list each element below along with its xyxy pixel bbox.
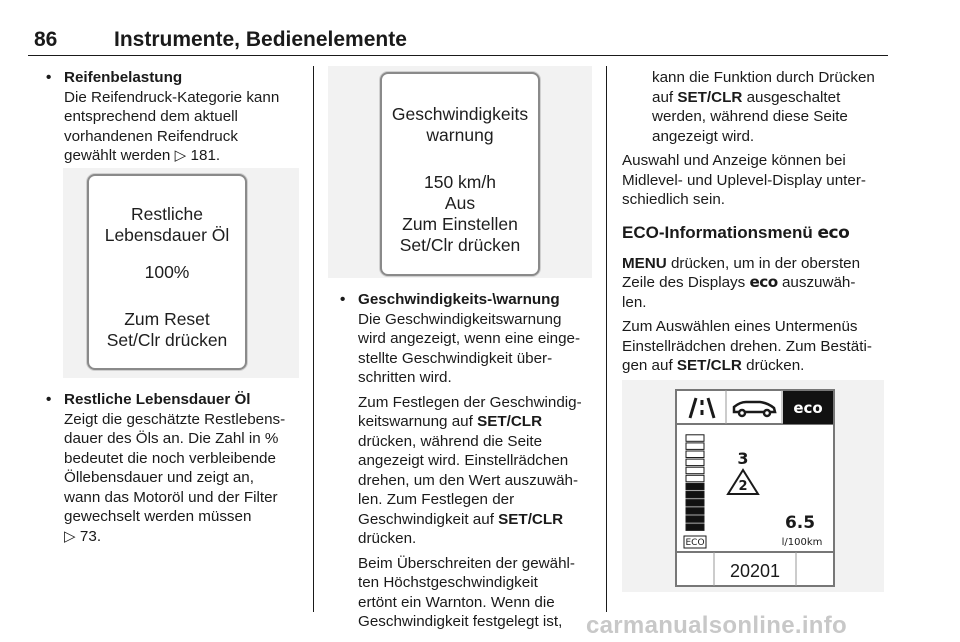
oil-screen-line5: Set/Clr drücken: [106, 330, 228, 350]
column-3: kann die Funktion durch Drücken auf SET/CLR ausgeschaltet werden, während diese Seite angezeigt wird. Auswahl und Anzeige können bei Midlevel- und Uplevel-Display unter- schiedlich sein. ECO-Informationsmenü eco MENU drücken, um in der obersten Zeile des Displays eco auszuwäh- len. Zum Auswählen eines Untermenüs Einstellrädchen drehen. Zum Bestäti- gen auf SET/CLR drücken.: [622, 68, 890, 400]
eco-display-figure: [622, 380, 884, 592]
auswahl-line1: Auswahl und Anzeige können bei: [622, 152, 846, 169]
page-number: 86: [34, 28, 58, 51]
column-2: [334, 290, 596, 632]
page-ref-link[interactable]: 181.: [190, 147, 221, 164]
speed-screen-value: 150 km/h: [424, 172, 496, 192]
speed-screen-line5: Zum Einstellen: [402, 214, 518, 234]
lebensdauer-text: Zeigt die geschätzte Restlebens- dauer des Öls an. Die Zahl in % bedeutet die noch verbleibende Öllebensdauer und zeigt an, wann das Motoröl und der Filter gewechselt werden müssen ▷ 73.: [64, 410, 286, 545]
eco-display-svg: [622, 380, 884, 592]
auswahl-line2: Midlevel- und Uplevel-Display unter-: [622, 171, 866, 189]
auswahl-line3: schiedlich sein.: [622, 191, 725, 208]
page-ref-link[interactable]: 73.: [79, 527, 102, 545]
speed-warning-figure: [328, 66, 592, 278]
oil-screen-line4: Zum Reset: [124, 309, 210, 329]
oil-screen-line2: Lebensdauer Öl: [104, 225, 230, 245]
speed-screen-line2: warnung: [426, 125, 494, 145]
bullet-restliche-lebensdauer: • Restliche Lebensdauer Öl: [46, 391, 251, 408]
eco-bar-empty: [686, 443, 704, 450]
oil-screen-line1: Restliche: [131, 204, 203, 224]
eco-section-title: ECO-Informationsmenü eco: [622, 222, 850, 243]
header-rule: [28, 55, 888, 56]
continued-text: kann die Funktion durch Drücken auf SET/CLR ausgeschaltet werden, während diese Seite angezeigt wird.: [652, 69, 875, 145]
eco-bar-empty: [686, 459, 704, 466]
page-title: Instrumente, Bedienelemente: [114, 28, 407, 51]
geschwindigkeit-text: Die Geschwindigkeitswarnung wird angezeigt, wenn eine einge- stellte Geschwindigkeit über- schritten wird. Zum Festlegen der Geschwindig- keitswarnung auf SET/CLR drücken, während die Seite angezeigt wird. Einstellrädchen drehen, um den Wert auszuwäh- len. Zum Festlegen der Geschwindigkeit auf SET/CLR drücken. Beim Überschreiten der gewähl- ten Höchstgeschwindigkeit ertönt ein Warnton. Wenn die Geschwindigkeit festgelegt ist,: [358, 310, 582, 630]
consumption-value: 6.5: [784, 513, 816, 533]
page-ref-arrow-icon: ▷: [174, 147, 187, 164]
speed-screen-line1: Geschwindigkeits: [391, 104, 529, 124]
eco-bar-filled: [686, 516, 704, 523]
eco-bar-filled: [686, 483, 704, 490]
oil-life-display: [87, 174, 247, 370]
oil-life-figure: [63, 168, 299, 378]
eco-bar-empty: [686, 435, 704, 442]
speed-screen-line4: Aus: [444, 193, 476, 213]
bullet-reifenbelastung: • Reifenbelastung: [46, 69, 183, 86]
watermark: carmanualsonline.info: [586, 612, 848, 639]
gear-recommended: 2: [738, 479, 748, 494]
page-ref-arrow-icon: ▷: [64, 527, 76, 545]
gear-current: 3: [737, 449, 749, 468]
consumption-unit: l/100km: [781, 537, 823, 548]
eco-bar-empty: [686, 475, 704, 482]
speed-warning-display: [380, 72, 540, 276]
eco-bar-empty: [686, 467, 704, 474]
tab-eco-label: eco: [793, 399, 823, 417]
eco-logo-icon: eco: [817, 222, 850, 243]
column-divider-2: [606, 66, 607, 612]
eco-bar-filled: [686, 500, 704, 507]
eco-bar-empty: [686, 451, 704, 458]
reifenbelastung-text: Die Reifendruck-Kategorie kann entsprechend dem aktuell vorhandenen Reifendruck gewählt werden ▷ 181.: [64, 88, 280, 164]
bullet-geschwindigkeitswarnung: • Geschwindigkeits-\warnung: [340, 291, 560, 308]
column-divider-1: [313, 66, 314, 612]
eco-bar-filled: [686, 492, 704, 499]
speed-screen-line6: Set/Clr drücken: [399, 235, 521, 255]
column-1-lower: [40, 390, 306, 546]
menu-key: MENU: [622, 254, 667, 272]
page-header: [28, 28, 888, 56]
odometer-value: 20201: [729, 561, 781, 581]
eco-bar-filled: [686, 524, 704, 531]
column-1: [40, 68, 302, 166]
eco-bar-label: ECO: [685, 538, 705, 548]
eco-logo-icon: eco: [749, 273, 778, 291]
eco-bar-filled: [686, 508, 704, 515]
oil-screen-value: 100%: [144, 262, 190, 282]
